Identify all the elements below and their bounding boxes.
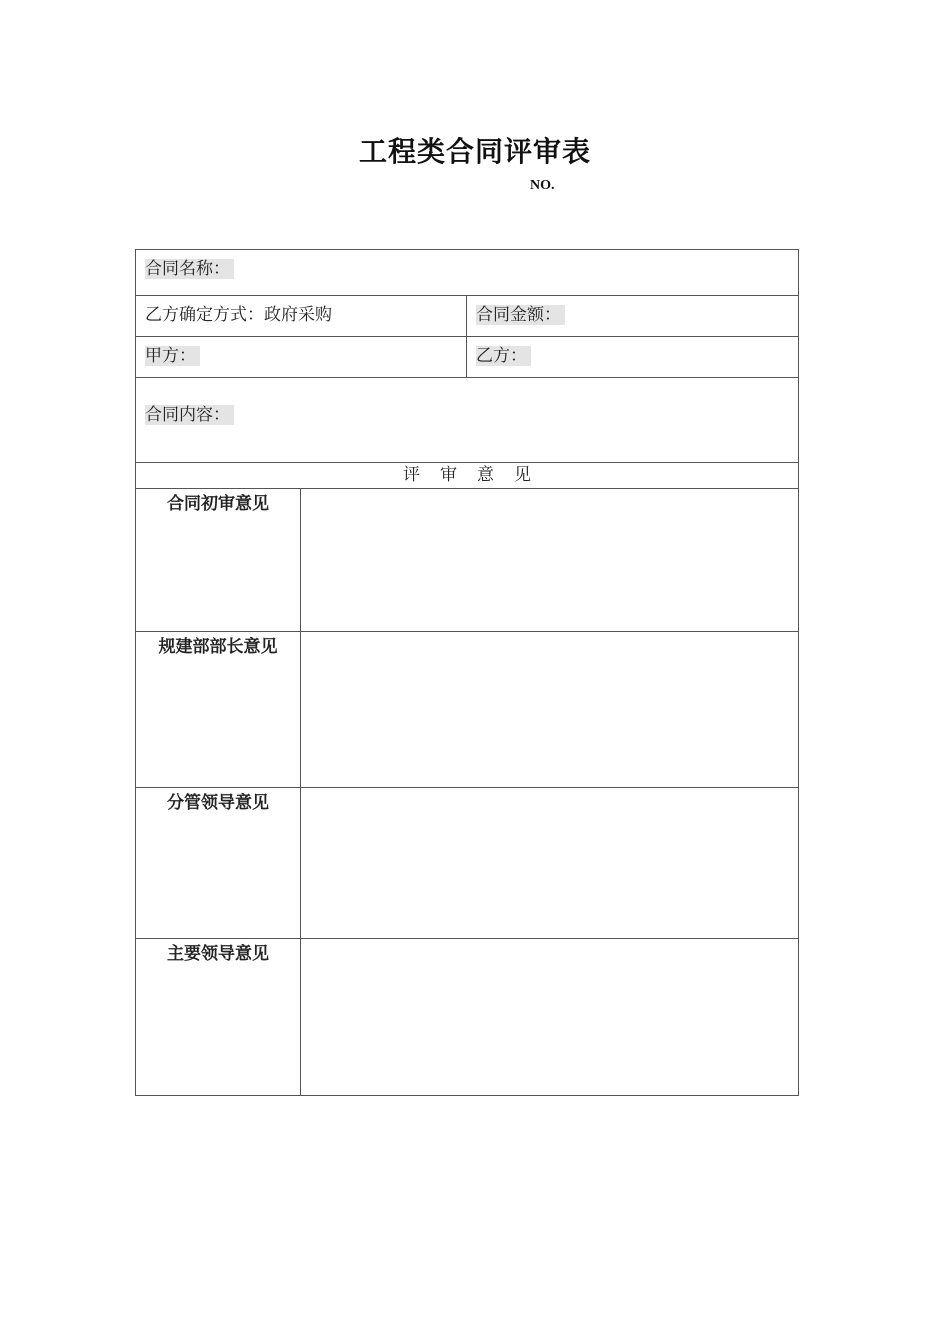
deputy-leader-opinion-field[interactable] [301,788,799,939]
party-b-cell[interactable] [467,337,799,378]
planning-dept-head-label: 规建部部长意见 [158,637,278,657]
principal-leader-label: 主要领导意见 [167,944,269,964]
review-section-heading-cell [136,463,799,489]
party-a-cell[interactable] [136,337,467,378]
principal-leader-opinion-field[interactable] [301,939,799,1096]
contract-content-cell[interactable] [136,378,799,463]
contract-name-label: 合同名称： [145,259,234,279]
review-section-heading: 评审意见 [403,465,551,485]
contract-amount-label: 合同金额： [476,305,565,325]
contract-name-cell[interactable] [136,250,799,296]
review-row-label-cell [136,632,301,788]
planning-dept-head-opinion-field[interactable] [301,632,799,788]
selection-method-cell[interactable] [136,296,467,337]
initial-review-label: 合同初审意见 [167,494,269,514]
initial-review-opinion-field[interactable] [301,489,799,632]
selection-method-label: 乙方确定方式： [145,305,264,325]
form-title: 工程类合同评审表 [358,135,591,168]
review-row-label-cell [136,788,301,939]
contract-amount-cell[interactable] [467,296,799,337]
review-row-label-cell [136,939,301,1096]
contract-content-label: 合同内容： [145,405,234,425]
selection-method-value: 政府采购 [264,305,332,325]
review-row-label-cell [136,489,301,632]
deputy-leader-label: 分管领导意见 [167,793,269,813]
party-a-label: 甲方： [145,346,200,366]
document-number-label: NO. [530,178,555,193]
contract-review-form [135,249,799,1096]
party-b-label: 乙方： [476,346,531,366]
